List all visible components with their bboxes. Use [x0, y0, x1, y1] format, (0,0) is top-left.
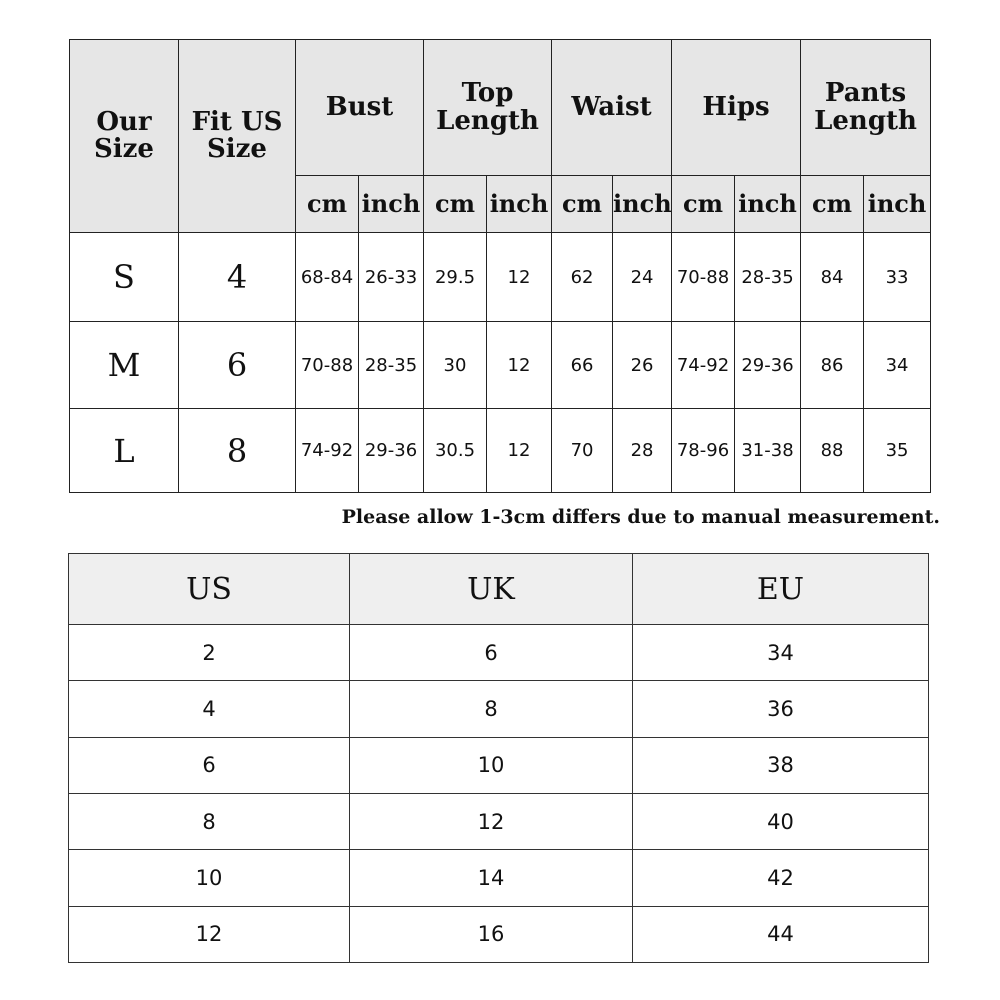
header-top-length: Top Length — [424, 40, 552, 176]
conversion-row — [69, 906, 929, 962]
measurement-cell: 28-35 — [359, 322, 424, 409]
measurement-cell: 78-96 — [672, 409, 735, 493]
measurement-cell: 66 — [552, 322, 613, 409]
measurement-cell: 74-92 — [672, 322, 735, 409]
unit-header: cm — [296, 176, 359, 233]
measurement-cell: 30.5 — [424, 409, 487, 493]
measurement-cell: 88 — [801, 409, 864, 493]
measurement-cell: 31-38 — [735, 409, 801, 493]
measurement-cell: 70-88 — [672, 233, 735, 322]
measurement-cell: 74-92 — [296, 409, 359, 493]
measurement-cell: 62 — [552, 233, 613, 322]
measurement-cell: 12 — [487, 322, 552, 409]
header-waist: Waist — [552, 40, 672, 176]
conversion-row — [69, 625, 929, 681]
header-hips: Hips — [672, 40, 801, 176]
uk-size-cell: 6 — [350, 625, 633, 681]
measurement-cell: 34 — [864, 322, 931, 409]
eu-size-cell: 44 — [633, 906, 929, 962]
header-pants-length: Pants Length — [801, 40, 931, 176]
unit-header: inch — [487, 176, 552, 233]
unit-header: inch — [613, 176, 672, 233]
header-uk: UK — [350, 554, 633, 625]
measurement-cell: 70 — [552, 409, 613, 493]
unit-header: inch — [359, 176, 424, 233]
header-eu: EU — [633, 554, 929, 625]
measurement-cell: 29-36 — [359, 409, 424, 493]
fit-us-cell: 4 — [179, 233, 296, 322]
header-us: US — [69, 554, 350, 625]
unit-header: cm — [672, 176, 735, 233]
us-size-cell: 4 — [69, 681, 350, 737]
fit-us-cell: 8 — [179, 409, 296, 493]
measurement-cell: 26 — [613, 322, 672, 409]
conversion-row — [69, 850, 929, 906]
measurement-cell: 28 — [613, 409, 672, 493]
unit-header: cm — [424, 176, 487, 233]
fit-us-cell: 6 — [179, 322, 296, 409]
unit-header: inch — [735, 176, 801, 233]
conversion-row — [69, 681, 929, 737]
conversion-row — [69, 737, 929, 793]
unit-header: cm — [552, 176, 613, 233]
us-size-cell: 2 — [69, 625, 350, 681]
measurement-note: Please allow 1-3cm differs due to manual measurement. — [341, 506, 940, 528]
our-size-cell: M — [70, 322, 179, 409]
size-row — [70, 322, 931, 409]
measurement-cell: 33 — [864, 233, 931, 322]
uk-size-cell: 16 — [350, 906, 633, 962]
us-size-cell: 8 — [69, 793, 350, 849]
uk-size-cell: 14 — [350, 850, 633, 906]
measurement-cell: 35 — [864, 409, 931, 493]
uk-size-cell: 10 — [350, 737, 633, 793]
us-size-cell: 12 — [69, 906, 350, 962]
eu-size-cell: 38 — [633, 737, 929, 793]
us-size-cell: 6 — [69, 737, 350, 793]
measurement-cell: 29-36 — [735, 322, 801, 409]
measurement-cell: 12 — [487, 409, 552, 493]
uk-size-cell: 8 — [350, 681, 633, 737]
measurement-cell: 28-35 — [735, 233, 801, 322]
uk-size-cell: 12 — [350, 793, 633, 849]
size-chart-table — [69, 39, 931, 493]
eu-size-cell: 36 — [633, 681, 929, 737]
our-size-cell: S — [70, 233, 179, 322]
unit-header: cm — [801, 176, 864, 233]
measurement-cell: 84 — [801, 233, 864, 322]
measurement-cell: 24 — [613, 233, 672, 322]
size-row — [70, 233, 931, 322]
header-fit-us-size: Fit US Size — [179, 40, 296, 233]
measurement-cell: 29.5 — [424, 233, 487, 322]
unit-header: inch — [864, 176, 931, 233]
header-bust: Bust — [296, 40, 424, 176]
size-conversion-table — [68, 553, 929, 963]
measurement-cell: 86 — [801, 322, 864, 409]
measurement-cell: 26-33 — [359, 233, 424, 322]
measurement-cell: 68-84 — [296, 233, 359, 322]
conversion-header-row — [69, 554, 929, 625]
header-our-size: Our Size — [70, 40, 179, 233]
eu-size-cell: 34 — [633, 625, 929, 681]
eu-size-cell: 40 — [633, 793, 929, 849]
measurement-cell: 12 — [487, 233, 552, 322]
size-row — [70, 409, 931, 493]
us-size-cell: 10 — [69, 850, 350, 906]
measurement-cell: 70-88 — [296, 322, 359, 409]
eu-size-cell: 42 — [633, 850, 929, 906]
measurement-cell: 30 — [424, 322, 487, 409]
our-size-cell: L — [70, 409, 179, 493]
conversion-row — [69, 793, 929, 849]
size-chart-header-row — [70, 40, 931, 176]
